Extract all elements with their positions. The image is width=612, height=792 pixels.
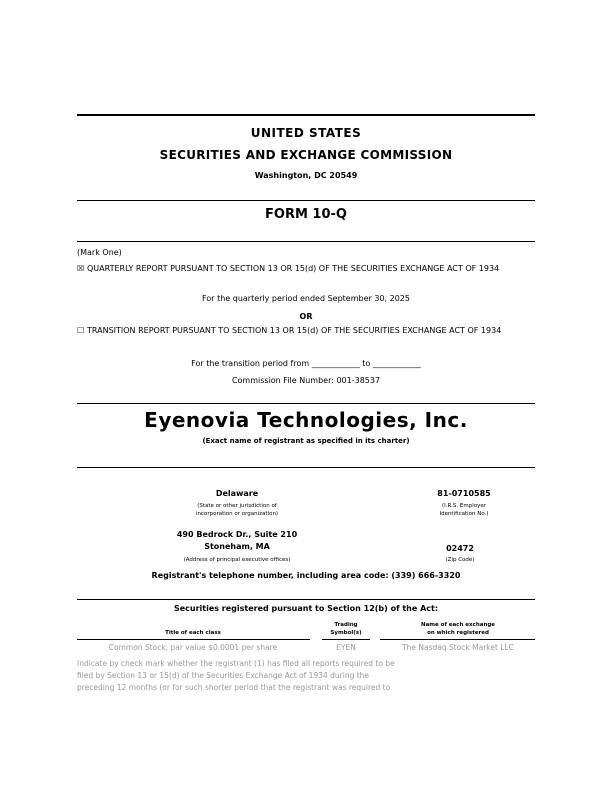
or-separator: OR — [299, 312, 313, 321]
commission-name: SECURITIES AND EXCHANGE COMMISSION — [159, 148, 453, 162]
unchecked-box-icon: ☐ — [77, 326, 85, 335]
table-header-rule-3 — [380, 639, 535, 640]
table-row-class: Common Stock, par value $0.0001 per share — [108, 643, 278, 652]
address-caption: (Address of principal executive offices) — [183, 557, 291, 563]
registrant-name: Eyenovia Technologies, Inc. — [144, 408, 468, 432]
quarterly-report-option — [77, 264, 535, 275]
agency-name: UNITED STATES — [250, 126, 362, 140]
zip-caption: (Zip Code) — [445, 557, 475, 563]
col-trading-symbol-1: Trading — [334, 622, 358, 628]
zip-code: 02472 — [446, 544, 474, 553]
top-rule — [77, 114, 535, 116]
col-exchange-2: on which registered — [427, 630, 489, 636]
checked-box-icon: ☒ — [77, 264, 85, 273]
rule-6 — [77, 599, 535, 600]
table-header-rule-1 — [77, 639, 310, 640]
table-header-rule-2 — [322, 639, 370, 640]
commission-file-number: Commission File Number: 001-38537 — [231, 376, 381, 385]
address-line-2: Stoneham, MA — [204, 542, 270, 551]
check-mark-instructions-line-1: Indicate by check mark whether the registrant (1) has filed all reports required to be — [77, 659, 395, 668]
form-title: FORM 10-Q — [265, 207, 347, 222]
securities-heading: Securities registered pursuant to Section 12(b) of the Act: — [173, 604, 439, 613]
transition-report-option — [77, 326, 535, 337]
check-mark-instructions-line-3: preceding 12 months (or for such shorter period that the registrant was required to — [77, 683, 391, 692]
rule-4 — [77, 403, 535, 404]
registrant-telephone: Registrant's telephone number, including area code: (339) 666-3320 — [151, 571, 461, 580]
transition-report-text: TRANSITION REPORT PURSUANT TO SECTION 13 OR 15(d) OF THE SECURITIES EXCHANGE ACT OF 1934 — [87, 326, 502, 335]
check-mark-instructions-line-2: filed by Section 13 or 15(d) of the Securities Exchange Act of 1934 during the — [77, 671, 370, 680]
state-caption-1: (State or other jurisdiction of — [197, 503, 277, 509]
rule-3 — [77, 241, 535, 242]
state-of-incorporation: Delaware — [215, 489, 259, 498]
mark-one-label: (Mark One) — [77, 248, 122, 257]
registrant-caption: (Exact name of registrant as specified in its charter) — [202, 437, 410, 445]
col-exchange-1: Name of each exchange — [420, 622, 496, 628]
address-line-1: 490 Bedrock Dr., Suite 210 — [176, 530, 298, 539]
col-trading-symbol-2: Symbol(s) — [330, 630, 362, 636]
ein-caption-2: Identification No.) — [439, 511, 489, 517]
table-row-symbol: EYEN — [336, 643, 356, 652]
table-row-exchange: The Nasdaq Stock Market LLC — [402, 643, 514, 652]
quarterly-report-text: QUARTERLY REPORT PURSUANT TO SECTION 13 OR 15(d) OF THE SECURITIES EXCHANGE ACT OF 1934 — [87, 264, 500, 273]
commission-location: Washington, DC 20549 — [254, 171, 358, 180]
ein-caption-1: (I.R.S. Employer — [442, 503, 486, 509]
quarterly-period: For the quarterly period ended September 30, 2025 — [202, 294, 410, 303]
state-caption-2: incorporation or organization) — [195, 511, 279, 517]
rule-5 — [77, 467, 535, 468]
col-title-of-class: Title of each class — [165, 630, 221, 636]
transition-period: For the transition period from ____________ to ____________ — [191, 359, 421, 368]
employer-id-number: 81-0710585 — [437, 489, 491, 498]
rule-2 — [77, 200, 535, 201]
